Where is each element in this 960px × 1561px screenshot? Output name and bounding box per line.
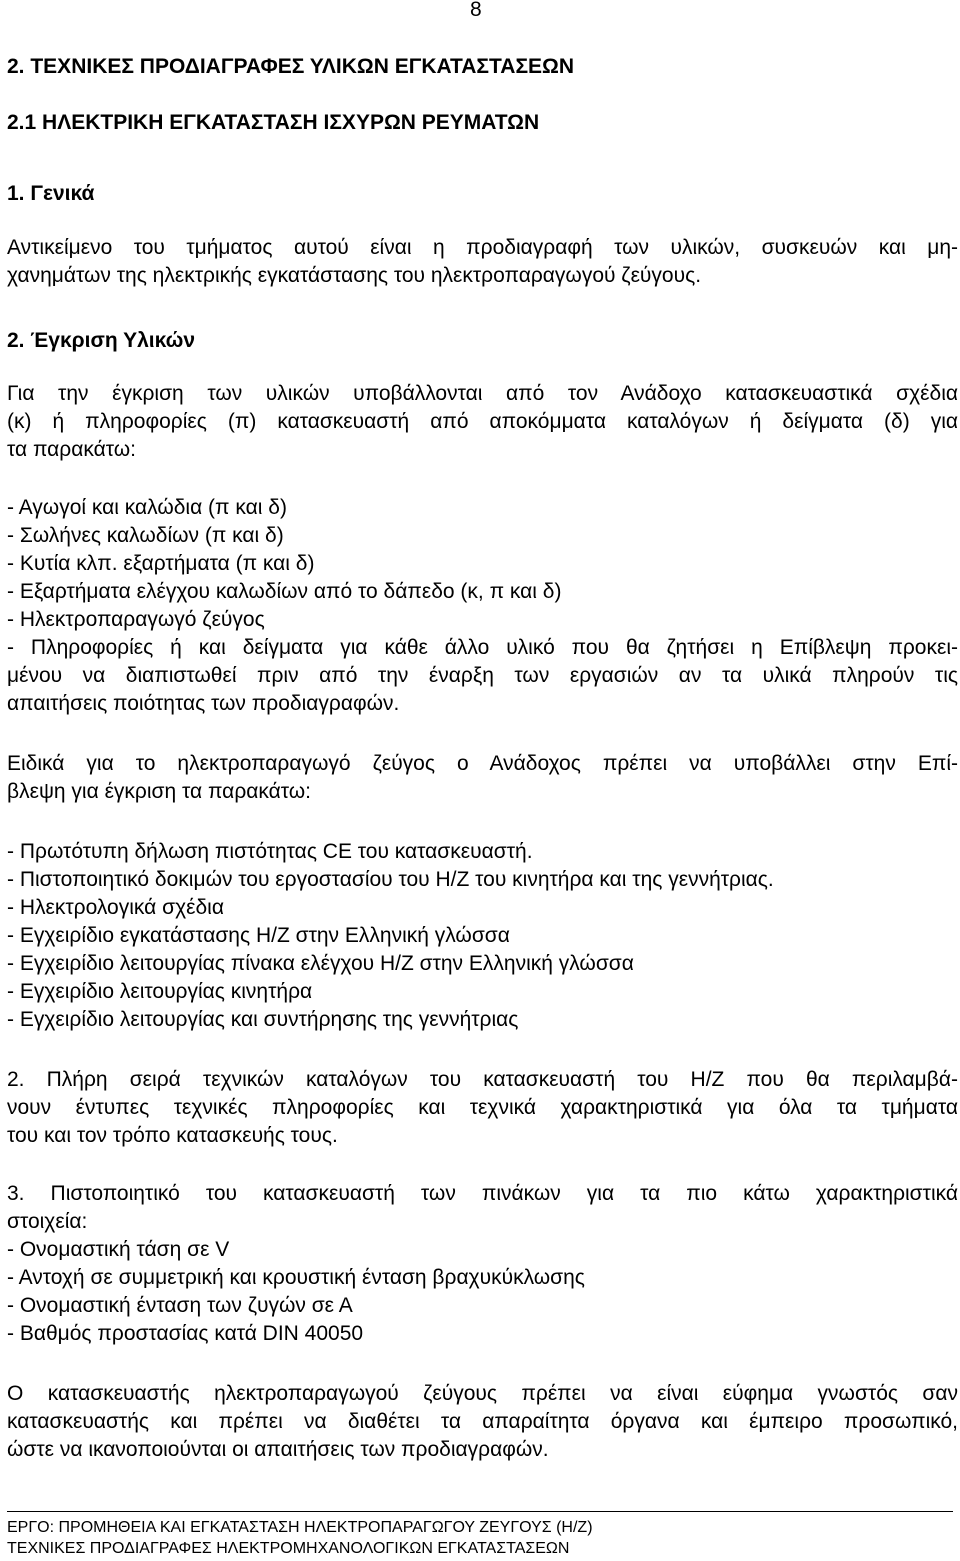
certificate-item-line: - Ονομαστική ένταση των ζυγών σε Α xyxy=(7,1294,353,1317)
generator-list-item: - Ηλεκτρολογικά σχέδια xyxy=(7,896,224,919)
generator-list-item: - Πιστοποιητικό δοκιμών του εργοστασίου του Η/Ζ του κινητήρα και της γεννήτριας. xyxy=(7,868,774,891)
approval-list-item: - Ηλεκτροπαραγωγό ζεύγος xyxy=(7,608,265,631)
approval-list-item: - Αγωγοί και καλώδια (π και δ) xyxy=(7,496,287,519)
certificate-item-line: στοιχεία: xyxy=(7,1210,88,1233)
certificate-item-line: - Ονομαστική τάση σε V xyxy=(7,1238,230,1261)
certificate-item-line: - Βαθμός προστασίας κατά DIN 40050 xyxy=(7,1322,364,1345)
approval-intro-line: τα παρακάτω: xyxy=(7,438,137,461)
heading-technical-specs: 2. ΤΕΧΝΙΚΕΣ ΠΡΟΔΙΑΓΡΑΦΕΣ ΥΛΙΚΩΝ ΕΓΚΑΤΑΣΤΑΣΕΩΝ xyxy=(7,55,575,78)
generator-intro-line: βλεψη για έγκριση τα παρακάτω: xyxy=(7,780,312,803)
closing-paragraph-line: ώστε να ικανοποιούνται οι απαιτήσεις των προδιαγραφών. xyxy=(7,1438,549,1461)
certificate-item-line: 3. Πιστοποιητικό του κατασκευαστή των πινάκων για τα πιο κάτω χαρακτηριστικά xyxy=(7,1182,958,1205)
approval-list-item: μένου να διαπιστωθεί πριν από την έναρξη των εργασιών αν τα υλικά πληρούν τις xyxy=(7,664,958,687)
section-general-line: χανημάτων της ηλεκτρικής εγκατάστασης του ηλεκτροπαραγωγού ζεύγους. xyxy=(7,264,702,287)
approval-intro-line: (κ) ή πληροφορίες (π) κατασκευαστή από αποκόμματα καταλόγων ή δείγματα (δ) για xyxy=(7,410,958,433)
generator-list-item: - Εγχειρίδιο λειτουργίας πίνακα ελέγχου Η/Ζ στην Ελληνική γλώσσα xyxy=(7,952,634,975)
generator-list-item: - Εγχειρίδιο λειτουργίας και συντήρησης της γεννήτριας xyxy=(7,1008,519,1031)
catalogs-item-line: του και τον τρόπο κατασκευής τους. xyxy=(7,1124,338,1147)
closing-paragraph-line: Ο κατασκευαστής ηλεκτροπαραγωγού ζεύγους πρέπει να είναι εύφημα γνωστός σαν xyxy=(7,1382,958,1405)
page-number: 8 xyxy=(470,0,482,21)
approval-list-item: - Σωλήνες καλωδίων (π και δ) xyxy=(7,524,284,547)
generator-list-item: - Πρωτότυπη δήλωση πιστότητας CE του κατασκευαστή. xyxy=(7,840,533,863)
generator-intro-line: Ειδικά για το ηλεκτροπαραγωγό ζεύγος ο Ανάδοχος πρέπει να υποβάλλει στην Επί- xyxy=(7,752,958,775)
catalogs-item-line: 2. Πλήρη σειρά τεχνικών καταλόγων του κατασκευαστή του Η/Ζ που θα περιλαμβά- xyxy=(7,1068,958,1091)
section-general-title: 1. Γενικά xyxy=(7,182,95,205)
closing-paragraph-line: κατασκευαστής και πρέπει να διαθέτει τα απαραίτητα όργανα και έμπειρο προσωπικό, xyxy=(7,1410,958,1433)
approval-intro-line: Για την έγκριση των υλικών υποβάλλονται από τον Ανάδοχο κατασκευαστικά σχέδια xyxy=(7,382,958,405)
approval-list-item: - Πληροφορίες ή και δείγματα για κάθε άλλο υλικό που θα ζητήσει η Επίβλεψη προκει- xyxy=(7,636,958,659)
heading-electrical-installation: 2.1 ΗΛΕΚΤΡΙΚΗ ΕΓΚΑΤΑΣΤΑΣΗ ΙΣΧΥΡΩΝ ΡΕΥΜΑΤΩΝ xyxy=(7,111,540,134)
approval-list-item: - Κυτία κλπ. εξαρτήματα (π και δ) xyxy=(7,552,315,575)
approval-list-item: - Εξαρτήματα ελέγχου καλωδίων από το δάπεδο (κ, π και δ) xyxy=(7,580,562,603)
generator-list-item: - Εγχειρίδιο λειτουργίας κινητήρα xyxy=(7,980,313,1003)
section-general-line: Αντικείμενο του τμήματος αυτού είναι η προδιαγραφή των υλικών, συσκευών και μη- xyxy=(7,236,958,259)
footer-specs: ΤΕΧΝΙΚΕΣ ΠΡΟΔΙΑΓΡΑΦΕΣ ΗΛΕΚΤΡΟΜΗΧΑΝΟΛΟΓΙΚΩΝ ΕΓΚΑΤΑΣΤΑΣΕΩΝ xyxy=(7,1540,570,1557)
section-approval-title: 2. Έγκριση Υλικών xyxy=(7,329,196,352)
catalogs-item-line: νουν έντυπες τεχνικές πληροφορίες και τεχνικά χαρακτηριστικά για όλα τα τμήματα xyxy=(7,1096,958,1119)
approval-list-item: απαιτήσεις ποιότητας των προδιαγραφών. xyxy=(7,692,400,715)
generator-list-item: - Εγχειρίδιο εγκατάστασης Η/Ζ στην Ελληνική γλώσσα xyxy=(7,924,510,947)
certificate-item-line: - Αντοχή σε συμμετρική και κρουστική ένταση βραχυκύκλωσης xyxy=(7,1266,585,1289)
footer-project: ΕΡΓΟ: ΠΡΟΜΗΘΕΙΑ ΚΑΙ ΕΓΚΑΤΑΣΤΑΣΗ ΗΛΕΚΤΡΟΠΑΡΑΓΩΓΟΥ ΖΕΥΓΟΥΣ (Η/Ζ) xyxy=(7,1519,593,1536)
footer-divider xyxy=(7,1511,953,1512)
